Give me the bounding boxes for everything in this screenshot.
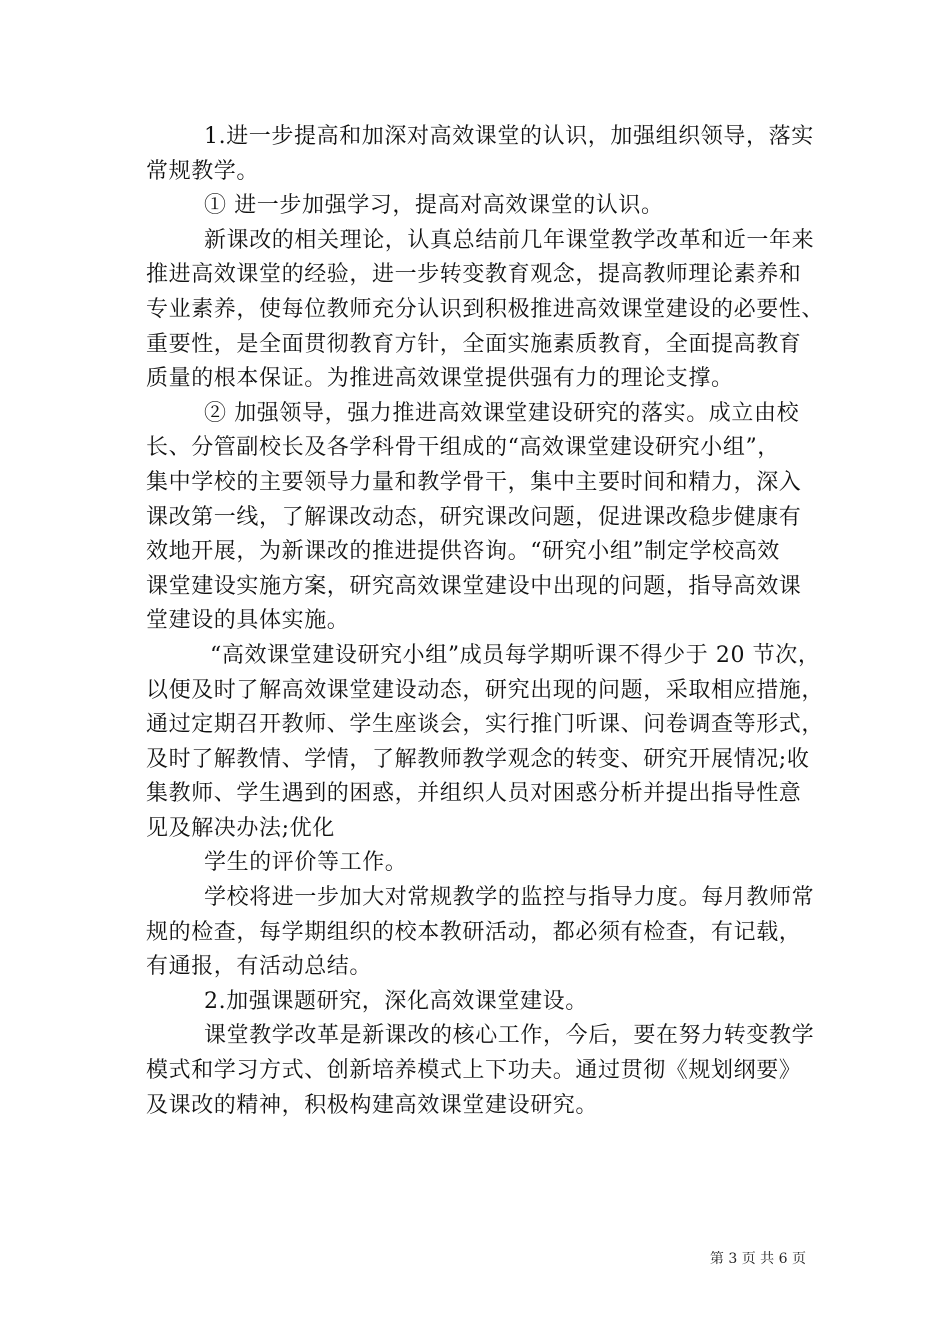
- paragraph-line: 有通报，有活动总结。: [146, 954, 373, 980]
- paragraph-line: 常规教学。: [146, 158, 260, 184]
- paragraph-line: 通过定期召开教师、学生座谈会，实行推门听课、问卷调查等形式，: [146, 712, 825, 738]
- paragraph-line: 质量的根本保证。为推进高效课堂提供强有力的理论支撑。: [146, 366, 734, 392]
- page-number: 第 3 页 共 6 页: [709, 1251, 806, 1267]
- paragraph-line: 集中学校的主要领导力量和教学骨干，集中主要时间和精力，深入: [146, 469, 802, 495]
- paragraph-line: 效地开展，为新课改的推进提供咨询。“研究小组”制定学校高效: [146, 539, 780, 565]
- paragraph-line: 课堂建设实施方案，研究高效课堂建设中出现的问题，指导高效课: [146, 573, 802, 599]
- paragraph-line: 2.加强课题研究，深化高效课堂建设。: [204, 988, 588, 1014]
- paragraph-line: 学生的评价等工作。: [204, 850, 408, 876]
- paragraph-line: 见及解决办法;优化: [146, 815, 335, 841]
- document-body: [146, 120, 825, 1123]
- paragraph-line: 集教师、学生遇到的困惑，并组织人员对困惑分析并提出指导性意: [146, 781, 802, 807]
- paragraph-line: 推进高效课堂的经验，进一步转变教育观念，提高教师理论素养和: [146, 262, 802, 288]
- paragraph-line: 新课改的相关理论，认真总结前几年课堂教学改革和近一年来: [204, 227, 815, 253]
- paragraph-line: ② 加强领导，强力推进高效课堂建设研究的落实。成立由校: [204, 400, 800, 426]
- paragraph-line: 课堂教学改革是新课改的核心工作，今后，要在努力转变教学: [204, 1023, 815, 1049]
- paragraph-line: “高效课堂建设研究小组”成员每学期听课不得少于 20 节次，: [210, 642, 821, 668]
- paragraph-line: 长、分管副校长及各学科骨干组成的“高效课堂建设研究小组”，: [146, 435, 780, 461]
- paragraph-line: 1.进一步提高和加深对高效课堂的认识，加强组织领导，落实: [204, 124, 814, 149]
- paragraph-line: 专业素养，使每位教师充分认识到积极推进高效课堂建设的必要性、: [146, 296, 825, 322]
- paragraph-line: ① 进一步加强学习，提高对高效课堂的认识。: [204, 193, 664, 219]
- paragraph-line: 学校将进一步加大对常规教学的监控与指导力度。每月教师常: [204, 885, 815, 911]
- paragraph-line: 模式和学习方式、创新培养模式上下功夫。通过贯彻《规划纲要》: [146, 1058, 802, 1084]
- paragraph-line: 以便及时了解高效课堂建设动态，研究出现的问题，采取相应措施，: [146, 677, 825, 703]
- paragraph-line: 规的检查，每学期组织的校本教研活动，都必须有检查，有记载，: [146, 919, 802, 945]
- paragraph-line: 及时了解教情、学情，了解教师教学观念的转变、研究开展情况;收: [146, 746, 810, 772]
- paragraph-line: 重要性，是全面贯彻教育方针，全面实施素质教育，全面提高教育: [146, 331, 802, 357]
- paragraph-line: 课改第一线，了解课改动态，研究课改问题，促进课改稳步健康有: [146, 504, 802, 530]
- paragraph-line: 及课改的精神，积极构建高效课堂建设研究。: [146, 1092, 599, 1118]
- paragraph-line: 堂建设的具体实施。: [146, 608, 350, 634]
